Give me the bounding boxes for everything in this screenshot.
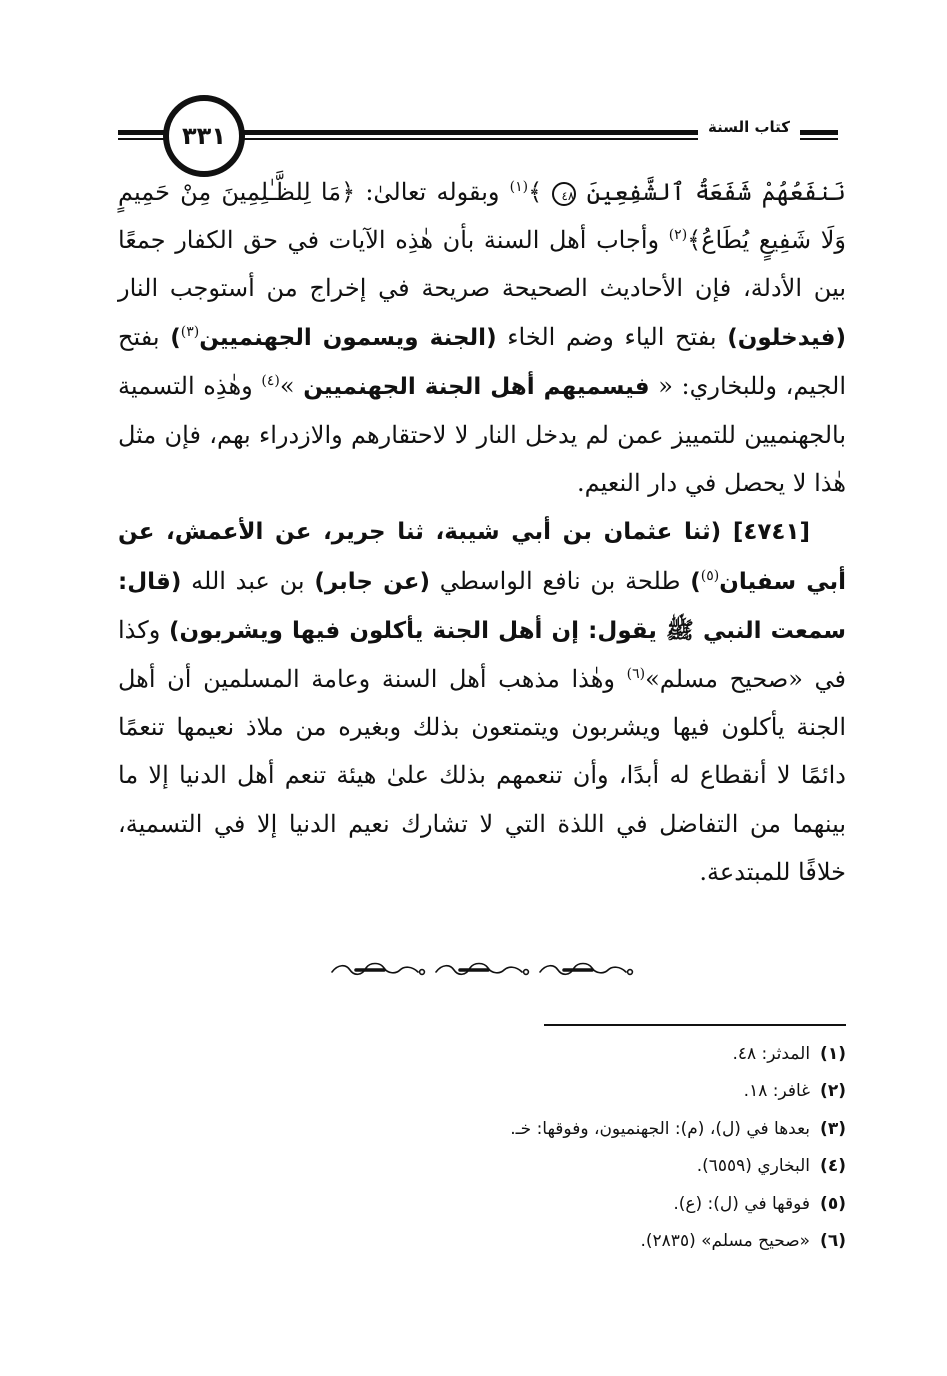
footnote-ref: (٤)	[261, 372, 280, 389]
footnote-ref: (٦)	[626, 666, 646, 683]
footnote-number: (٣)	[820, 1118, 846, 1139]
footnote-ref: (٥)	[700, 567, 720, 584]
text-segment: بفتح الياء وضم الخاء	[496, 322, 728, 351]
quran-verse: نَنفَعُهُمْ شَفَعَةُ ٱلشَّفِعِينَ	[586, 178, 846, 206]
page-number: ٣٣١	[163, 95, 245, 177]
footnote-item	[300, 1111, 846, 1148]
quran-verse: ﴿مَا لِلظَّـٰلِمِينَ مِنْ حَمِيمٍ وَلَا شَفِيعٍ يُطَاعُ﴾	[118, 178, 846, 255]
footnotes	[300, 1036, 846, 1260]
footnote-separator	[544, 1024, 846, 1026]
footnote-item	[300, 1073, 846, 1110]
main-text	[118, 168, 846, 896]
matn-bold: (الجنة ويسمون الجهنميين	[199, 324, 497, 351]
matn-bold: )	[170, 324, 181, 351]
footnote-ref: (٣)	[180, 323, 200, 340]
text-segment: وبقوله تعالىٰ:	[355, 178, 510, 206]
footnote-item	[300, 1036, 846, 1073]
ornament-divider	[326, 956, 638, 984]
text-segment: بن عبد الله	[181, 566, 315, 595]
matn-bold: (ثنا عثمان بن أبي شيبة، ثنا جرير، عن الأعمش، عن أبي سفيان	[118, 519, 847, 595]
matn-bold: فيسميهم أهل الجنة الجهنميين	[303, 373, 650, 400]
matn-bold: (قال: سمعت النبي ﷺ يقول: إن أهل الجنة يأكلون فيها ويشربون)	[118, 568, 846, 644]
footnote-number: (١)	[820, 1044, 846, 1064]
paragraph-hadith	[118, 507, 846, 896]
footnote-item	[300, 1186, 846, 1223]
footnote-text: فوقها في (ل): (ع).	[673, 1193, 811, 1214]
footnote-number: (٤)	[820, 1156, 846, 1177]
text-segment: وهٰذا مذهب أهل السنة وعامة المسلمين أن أهل الجنة يأكلون فيها ويشربون ويتمتعون بذلك وبغيره من ملاذ نعيمها تنعمًا دائمًا لا أنقطاع له أبدًا، وأن تنعمهم بذلك علىٰ هيئة تنعم أهل الدنيا إلا ما بينهما من التفاضل في اللذة التي لا تشارك نعيم الدنيا إلا في التسمية، خلافًا للمبتدعة.	[118, 665, 846, 886]
running-title: كتاب السنة	[698, 114, 800, 140]
footnote-text: بعدها في (ل)، (م): الجهنميون، وفوقها: خـ.	[510, 1118, 811, 1139]
footnote-item	[300, 1148, 846, 1185]
page-header	[118, 92, 838, 172]
text-segment: بفتح الجيم، وللبخاري: «	[118, 322, 847, 400]
text-segment: »	[279, 371, 304, 400]
paragraph-commentary: نَنفَعُهُمْ شَفَعَةُ ٱلشَّفِعِينَ ٤٨ ﴾$^{(١)}$ وبقوله تعالىٰ: ﴿مَا لِلظَّـٰلِمِينَ مِنْ حَمِيمٍ وَلَا شَفِيعٍ يُطَاعُ﴾$^{(٢)}$ وأجاب أهل السنة بأن هٰذِه الآيات في حق الكفار جمعًا بين الأدلة، فإن الأحاديث الصحيحة صريحة في إخراج من أستوجب النار (فيدخلون) بفتح الياء وضم الخاء (الجنة ويسمون الجهنميين$^{(٣)}$) بفتح الجيم، وللبخاري: « فيسميهم أهل الجنة الجهنميين »$^{(٤)}$ وهٰذِه التسمية بالجهنميين للتمييز عمن لم يدخل النار لا لاحتقارهم والازدراء بهم، فإن مثل هٰذا لا يحصل في دار النعيم.	[118, 178, 847, 498]
footnote-number: (٦)	[820, 1231, 846, 1252]
matn-bold: (عن جابر)	[314, 568, 431, 595]
footnote-text: المدثر: ٤٨.	[732, 1044, 811, 1064]
footnote-ref: (٢)	[668, 227, 688, 244]
footnote-number: (٢)	[820, 1081, 846, 1102]
text-segment: وأجاب أهل السنة بأن هٰذِه الآيات في حق الكفار جمعًا بين الأدلة، فإن الأحاديث الصحيحة صريحة في إخراج من أستوجب النار	[118, 226, 846, 303]
matn-bold: )	[690, 568, 701, 595]
footnote-ref: (١)	[509, 179, 529, 195]
text-segment: طلحة بن نافع الواسطي	[430, 566, 691, 595]
footnote-text: غافر: ١٨.	[743, 1081, 811, 1102]
footnote-item	[300, 1223, 846, 1260]
ayah-number-mark: ٤٨	[552, 182, 576, 206]
footnote-text: البخاري (٦٥٥٩).	[696, 1156, 811, 1177]
hadith-number: [٤٧٤١]	[732, 519, 810, 546]
text-segment: وهٰذِه التسمية بالجهنميين للتمييز عمن لم يدخل النار لا لاحتقارهم والازدراء بهم، فإن مثل هٰذا لا يحصل في دار النعيم.	[118, 371, 846, 498]
text-segment: وكذا في «صحيح مسلم»	[118, 615, 846, 694]
footnote-number: (٥)	[820, 1193, 846, 1214]
matn-bold: (فيدخلون)	[727, 324, 846, 351]
footnote-text: «صحيح مسلم» (٢٨٣٥).	[640, 1231, 811, 1252]
